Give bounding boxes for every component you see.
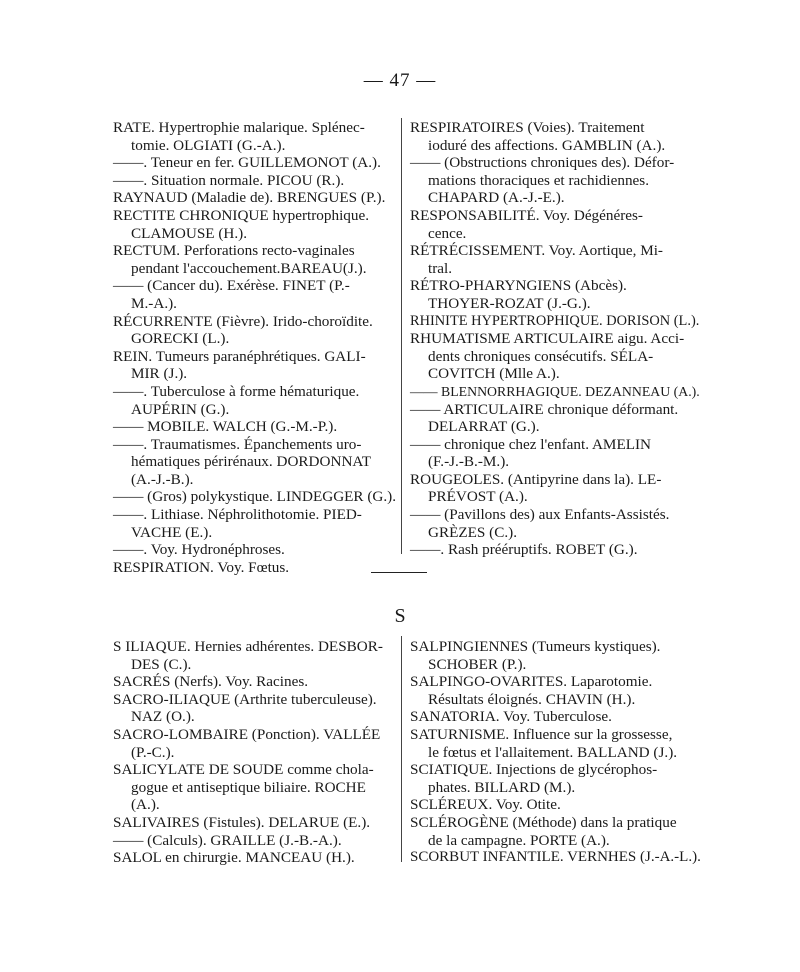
index-line: S ILIAQUE. Hernies adhérentes. DESBOR-: [113, 638, 383, 655]
index-column-bottom-right: [410, 638, 700, 867]
index-line: SCHOBER (P.).: [428, 655, 527, 673]
index-line: —— chronique chez l'enfant. AMELIN: [410, 435, 652, 453]
index-line: REIN. Tumeurs paranéphrétiques. GALI-: [113, 347, 366, 365]
index-line: SCIATIQUE. Injections de glycérophos-: [410, 761, 658, 779]
index-line: RESPIRATION. Voy. Fœtus.: [113, 558, 290, 576]
index-line: COVITCH (Mlle A.).: [428, 365, 560, 383]
index-line: ——. Voy. Hydronéphroses.: [113, 541, 285, 559]
section-separator: [371, 572, 427, 573]
index-line: tomie. OLGIATI (G.-A.).: [131, 136, 286, 154]
index-line: —— (Calculs). GRAILLE (J.-B.-A.).: [113, 831, 342, 849]
index-line: gogue et antiseptique biliaire. ROCHE: [131, 778, 366, 796]
index-line: DES (C.).: [131, 655, 192, 673]
index-line: SALPINGIENNES (Tumeurs kystiques).: [410, 638, 661, 655]
index-line: —— MOBILE. WALCH (G.-M.-P.).: [113, 418, 338, 436]
index-column-top-left: [113, 119, 395, 576]
index-line: RÉCURRENTE (Fièvre). Irido-choroïdite.: [113, 312, 373, 330]
index-line: de la campagne. PORTE (A.).: [428, 831, 610, 849]
index-line: SCORBUT INFANTILE. VERNHES (J.-A.-L.).: [410, 849, 701, 866]
index-line: —— (Cancer du). Exérèse. FINET (P.-: [113, 277, 350, 295]
index-line: GRÈZES (C.).: [428, 523, 518, 541]
index-line: RATE. Hypertrophie malarique. Splénec-: [113, 119, 365, 136]
index-line: M.-A.).: [131, 294, 177, 312]
column-divider: [401, 118, 402, 554]
index-line: —— (Pavillons des) aux Enfants-Assistés.: [410, 506, 670, 524]
index-line: ——. Tuberculose à forme hématurique.: [113, 382, 360, 400]
index-line: CLAMOUSE (H.).: [131, 224, 248, 242]
index-line: ——. Situation normale. PICOU (R.).: [113, 171, 345, 189]
index-line: NAZ (O.).: [131, 708, 195, 726]
index-line: RECTUM. Perforations recto-vaginales: [113, 242, 355, 260]
index-column-top-right: [410, 119, 700, 559]
index-line: VACHE (E.).: [131, 523, 213, 541]
index-line: ——. Lithiase. Néphrolithotomie. PIED-: [113, 506, 362, 524]
section-letter: S: [394, 605, 406, 627]
index-line: RHUMATISME ARTICULAIRE aigu. Acci-: [410, 330, 685, 348]
index-line: ROUGEOLES. (Antipyrine dans la). LE-: [410, 470, 662, 488]
index-line: mations thoraciques et rachidiennes.: [428, 171, 649, 189]
index-line: phates. BILLARD (M.).: [428, 778, 576, 796]
index-line: ——. Teneur en fer. GUILLEMONOT (A.).: [113, 154, 381, 172]
index-line: —— ARTICULAIRE chronique déformant.: [410, 400, 679, 418]
index-line: GORECKI (L.).: [131, 330, 230, 348]
index-line: RHINITE HYPERTROPHIQUE. DORISON (L.).: [410, 312, 700, 329]
index-line: SACRO-LOMBAIRE (Ponction). VALLÉE: [113, 725, 381, 743]
index-column-bottom-left: [113, 638, 395, 867]
index-line: THOYER-ROZAT (J.-G.).: [428, 294, 591, 312]
index-line: SALICYLATE DE SOUDE comme chola-: [113, 761, 374, 779]
index-line: AUPÉRIN (G.).: [131, 400, 230, 418]
index-line: RÉTRÉCISSEMENT. Voy. Aortique, Mi-: [410, 242, 663, 260]
index-line: (A.).: [131, 796, 160, 814]
index-line: PRÉVOST (A.).: [428, 488, 528, 506]
index-line: SACRÉS (Nerfs). Voy. Racines.: [113, 673, 309, 691]
index-line: SANATORIA. Voy. Tuberculose.: [410, 708, 612, 726]
index-line: Résultats éloignés. CHAVIN (H.).: [428, 690, 636, 708]
index-line: ——. Traumatismes. Épanchements uro-: [113, 435, 362, 453]
index-line: SALPINGO-OVARITES. Laparotomie.: [410, 673, 653, 691]
index-line: hématiques périrénaux. DORDONNAT: [131, 453, 371, 471]
page-number: — 47 —: [363, 70, 437, 91]
index-line: RESPONSABILITÉ. Voy. Dégénéres-: [410, 206, 643, 224]
index-line: tral.: [428, 259, 453, 277]
index-line: SALIVAIRES (Fistules). DELARUE (E.).: [113, 813, 371, 831]
index-line: MIR (J.).: [131, 365, 188, 383]
index-line: RÉTRO-PHARYNGIENS (Abcès).: [410, 277, 627, 295]
index-line: dents chroniques consécutifs. SÉLA-: [428, 347, 654, 365]
index-line: RAYNAUD (Maladie de). BRENGUES (P.).: [113, 189, 386, 207]
index-line: —— (Obstructions chroniques des). Défor-: [410, 154, 675, 172]
index-line: RESPIRATOIRES (Voies). Traitement: [410, 119, 645, 136]
index-line: ——. Rash prééruptifs. ROBET (G.).: [410, 541, 638, 559]
index-line: cence.: [428, 224, 467, 242]
index-line: —— BLENNORRHAGIQUE. DEZANNEAU (A.).: [410, 383, 700, 399]
index-line: SACRO-ILIAQUE (Arthrite tuberculeuse).: [113, 690, 377, 708]
index-line: CHAPARD (A.-J.-E.).: [428, 189, 565, 207]
index-line: SATURNISME. Influence sur la grossesse,: [410, 725, 673, 743]
index-line: SALOL en chirurgie. MANCEAU (H.).: [113, 849, 355, 867]
index-line: (F.-J.-B.-M.).: [428, 453, 510, 471]
index-line: le fœtus et l'allaitement. BALLAND (J.).: [428, 743, 678, 761]
column-divider: [401, 636, 402, 862]
index-line: pendant l'accouchement.BAREAU(J.).: [131, 259, 367, 277]
index-line: SCLÉROGÈNE (Méthode) dans la pratique: [410, 813, 677, 831]
index-line: SCLÉREUX. Voy. Otite.: [410, 796, 561, 814]
index-line: (P.-C.).: [131, 743, 175, 761]
index-line: DELARRAT (G.).: [428, 418, 540, 436]
index-line: ioduré des affections. GAMBLIN (A.).: [428, 136, 666, 154]
index-line: RECTITE CHRONIQUE hypertrophique.: [113, 206, 370, 224]
index-line: (A.-J.-B.).: [131, 470, 194, 488]
index-line: —— (Gros) polykystique. LINDEGGER (G.).: [113, 488, 397, 506]
